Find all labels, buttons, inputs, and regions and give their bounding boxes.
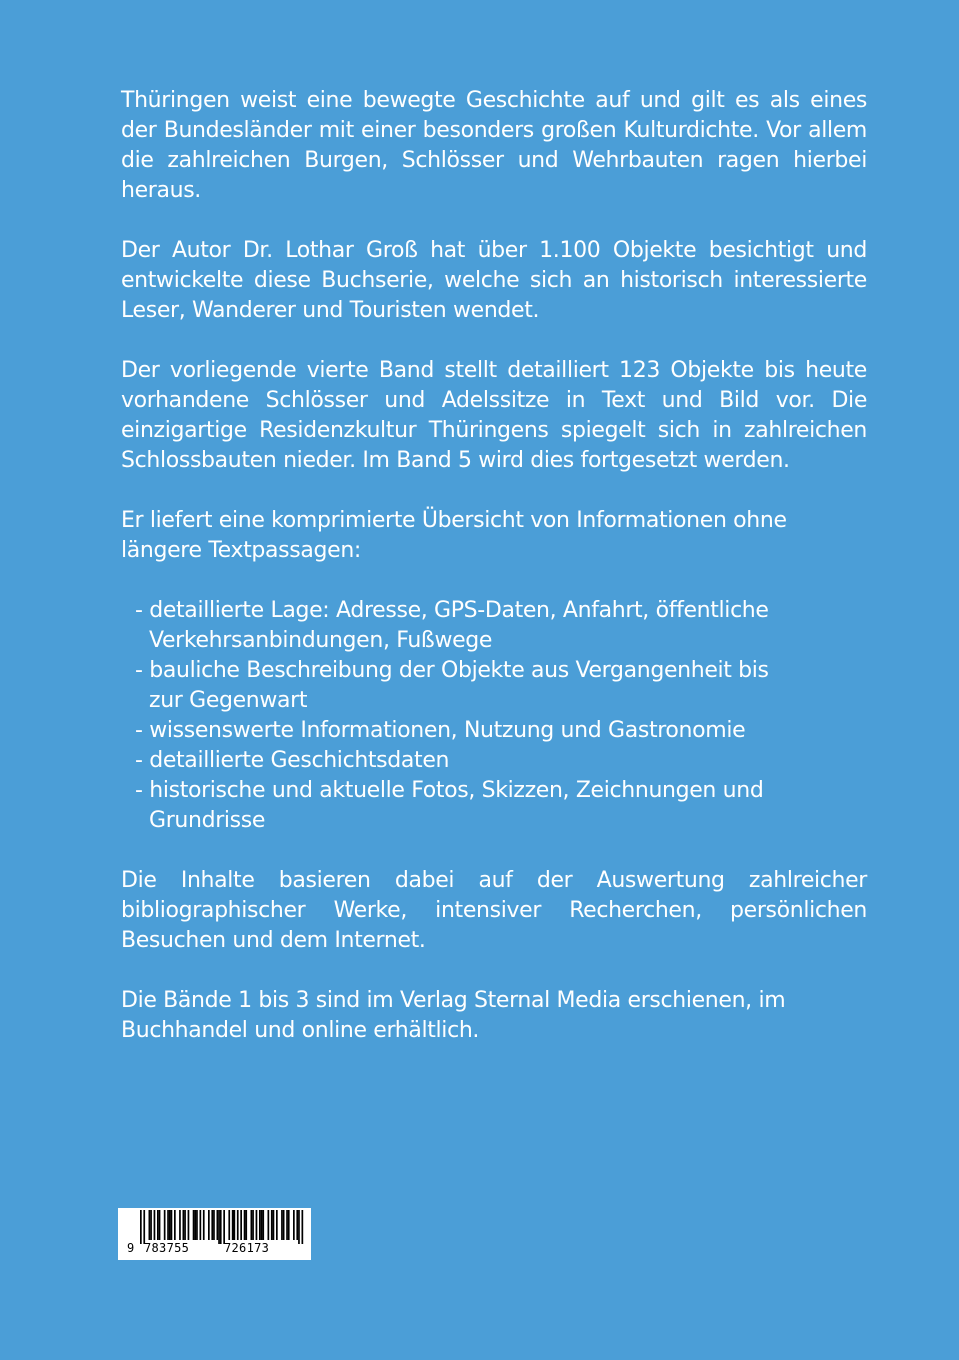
barcode-bar (271, 1210, 273, 1240)
barcode-bar (167, 1210, 169, 1240)
barcode-digits (118, 1241, 311, 1259)
feature-list (121, 596, 795, 836)
list-item: - historische und aktuelle Fotos, Skizzen, Zeichnungen und Grundrisse (135, 778, 764, 833)
back-cover-text (121, 86, 867, 1076)
barcode-bar (218, 1210, 220, 1244)
barcode-bar (159, 1210, 161, 1240)
barcode-bar (286, 1210, 288, 1240)
barcode-bar (223, 1210, 225, 1244)
paragraph-overview: Er liefert eine komprimierte Übersicht von Informationen ohne längere Textpassagen: (121, 508, 787, 563)
paragraph-publisher: Die Bände 1 bis 3 sind im Verlag Sternal Media erschienen, im Buchhandel und online erhältlich. (121, 988, 786, 1043)
barcode-bar (203, 1210, 205, 1240)
paragraph-sources: Die Inhalte basieren dabei auf der Auswertung zahlreicher bibliographischer Werke, intensiver Recherchen, persönlichen Besuchen und dem Internet. (121, 868, 867, 953)
barcode-bar (140, 1210, 142, 1244)
barcode-bars-icon (118, 1208, 311, 1244)
barcode-bar (194, 1210, 196, 1240)
list-item: - detaillierte Geschichtsdaten (135, 748, 450, 773)
barcode-bar (234, 1210, 236, 1240)
barcode-bar (171, 1210, 173, 1240)
barcode-bar (293, 1210, 295, 1240)
barcode-bar (251, 1210, 253, 1240)
barcode-bar (240, 1210, 242, 1240)
barcode-bar (252, 1210, 254, 1240)
barcode-bar (184, 1210, 186, 1240)
barcode-bar (213, 1210, 215, 1240)
list-item: - bauliche Beschreibung der Objekte aus Vergangenheit bis zur Gegenwart (135, 658, 769, 713)
barcode-bar (302, 1210, 304, 1244)
barcode-bar (196, 1210, 198, 1240)
barcode-bar (244, 1210, 246, 1240)
barcode-bar (174, 1210, 176, 1240)
barcode-bar (149, 1210, 151, 1240)
barcode-bar (283, 1210, 285, 1240)
barcode-bar (208, 1210, 210, 1240)
barcode-bar (261, 1210, 263, 1240)
list-item: - detaillierte Lage: Adresse, GPS-Daten, Anfahrt, öffentliche Verkehrsanbindungen, Fußwege (135, 598, 769, 653)
isbn-barcode (118, 1208, 311, 1260)
barcode-bar (298, 1210, 300, 1244)
barcode-bar (154, 1210, 156, 1240)
barcode-bar (150, 1210, 152, 1240)
barcode-bar (288, 1210, 290, 1240)
barcode-bar (200, 1210, 202, 1240)
list-item: - wissenswerte Informationen, Nutzung und Gastronomie (135, 718, 746, 743)
paragraph-volume: Der vorliegende vierte Band stellt detailliert 123 Objekte bis heute vorhandene Schlösser und Adelssitze in Text und Bild vor. Die einzigartige Residenzkultur Thüringens spiegelt sich in zahlreichen Schlossbauten nieder. Im Band 5 wird dies fortgesetzt werden. (121, 358, 867, 473)
barcode-bar (262, 1210, 264, 1240)
barcode-bar (296, 1210, 298, 1240)
barcode-bar (169, 1210, 171, 1240)
barcode-bar (220, 1210, 222, 1244)
barcode-bar (228, 1210, 230, 1240)
barcode-bar (188, 1210, 190, 1240)
barcode-bar (157, 1210, 159, 1240)
barcode-bar (211, 1210, 213, 1240)
barcode-bar (256, 1210, 258, 1240)
barcode-bar (268, 1210, 270, 1240)
barcode-bar (273, 1210, 275, 1240)
barcode-digit-first: 9 (127, 1241, 135, 1255)
barcode-bar (232, 1210, 234, 1240)
barcode-bar (245, 1210, 247, 1240)
paragraph-history: Thüringen weist eine bewegte Geschichte auf und gilt es als eines der Bundesländer mit einer besonders großen Kulturdichte. Vor allem die zahlreichen Burgen, Schlösser und Wehrbauten ragen hierbei heraus. (121, 88, 867, 203)
barcode-bar (183, 1210, 185, 1240)
barcode-bar (193, 1210, 195, 1240)
barcode-digits-left: 783755 (144, 1241, 190, 1255)
barcode-bar (281, 1210, 283, 1240)
barcode-bar (237, 1210, 239, 1240)
barcode-bar (143, 1210, 145, 1244)
paragraph-author: Der Autor Dr. Lothar Groß hat über 1.100 Objekte besichtigt und entwickelte diese Buchserie, welche sich an historisch interessierte Leser, Wanderer und Touristen wendet. (121, 238, 867, 323)
barcode-bar (276, 1210, 278, 1240)
barcode-bar (164, 1210, 166, 1240)
barcode-bar (259, 1210, 261, 1240)
barcode-bar (217, 1210, 219, 1240)
barcode-digits-right: 726173 (224, 1241, 270, 1255)
barcode-bar (179, 1210, 181, 1240)
